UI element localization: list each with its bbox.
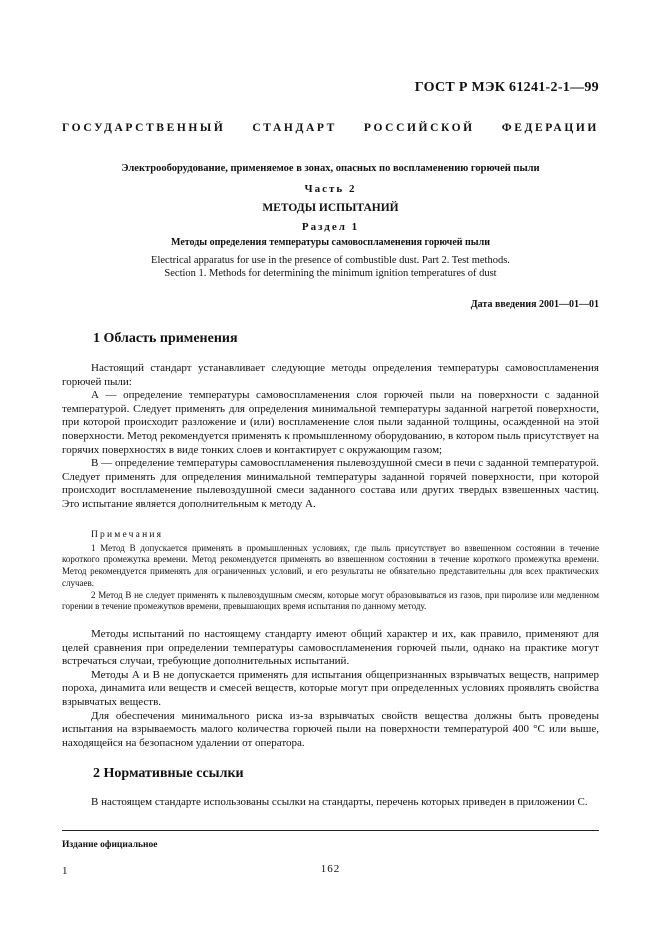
banner-word: ФЕДЕРАЦИИ [501, 122, 599, 134]
paragraph: Методы А и В не допускается применять для испытания общепризнанных взрывчатых веществ, например пороха, динамита или веществ и смесей веществ, которые могут при определенных условиях проявлять свойства взрывчатых веществ. [62, 668, 599, 708]
notes-heading: Примечания [91, 530, 164, 540]
banner-word: ГОСУДАРСТВЕННЫЙ [62, 122, 226, 134]
section2-body [62, 796, 599, 810]
part-title: МЕТОДЫ ИСПЫТАНИЙ [262, 202, 399, 214]
note-item: 2 Метод В не следует применять к пылевоздушным смесям, которые могут образовываться из газов, при пиролизе или медленном горении в течение промежутков времени, превышающих время испытания по данному методу. [62, 589, 599, 612]
state-standard-banner [62, 122, 599, 134]
section1-heading: 1 Область применения [93, 331, 238, 346]
banner-word: РОССИЙСКОЙ [363, 122, 475, 134]
page-number-center: 162 [320, 863, 341, 875]
paragraph: В — определение температуры самовоспламенения пылевоздушной смеси в печи с заданной температурой. Следует применять для определения минимальной температуры заданной горячей поверхности, при которой происходит воспламенение пылевоздушной смеси заданного состава или других твердых взвешенных частиц. Это испытание является дополнительным к методу А. [62, 457, 599, 510]
section-label: Раздел 1 [301, 221, 360, 233]
introduction-date: Дата введения 2001—01—01 [470, 299, 599, 310]
part-label: Часть 2 [304, 183, 357, 195]
footer-divider [62, 830, 599, 831]
page-number-left: 1 [62, 865, 68, 877]
section1-body-continued [62, 628, 599, 750]
section1-body [62, 362, 599, 512]
english-title-line1: Electrical apparatus for use in the presence of combustible dust. Part 2. Test methods. [151, 255, 510, 266]
title-line: Электрооборудование, применяемое в зонах, опасных по воспламенению горючей пыли [121, 163, 540, 174]
paragraph: А — определение температуры самовоспламенения слоя горючей пыли на поверхности с заданной температурой. Следует применять для определения минимальной температуры заданной нагретой поверхности, при которой происходит разложение и (или) воспламенение слоя пыли заданной толщины, осажденной на этой поверхности. Метод рекомендуется применять к промышленному оборудованию, в котором пыль присутствует на горячих поверхностях в виде тонких слоев и контактирует с окружающим газом; [62, 389, 599, 456]
edition-label: Издание официальное [62, 840, 158, 850]
paragraph: Для обеспечения минимального риска из-за взрывчатых свойств вещества должны быть проведены испытания на взрываемость малого количества горючей пыли на поверхности температурой 400 °С или выше, находящейся на безопасном удалении от оператора. [62, 709, 599, 749]
section-title: Методы определения температуры самовоспламенения горючей пыли [171, 237, 490, 248]
paragraph: Методы испытаний по настоящему стандарту имеют общий характер и их, как правило, применяют для целей сравнения при определении температуры самовоспламенения горючей пыли, однако на практике могут встречаться случаи, требующие дополнительных испытаний. [62, 628, 599, 668]
paragraph: В настоящем стандарте использованы ссылки на стандарты, перечень которых приведен в приложении С. [91, 796, 588, 808]
notes-block [62, 530, 599, 613]
english-title-line2: Section 1. Methods for determining the minimum ignition temperatures of dust [164, 268, 497, 279]
note-item: 1 Метод В допускается применять в промышленных условиях, где пыль присутствует во взвешенном состоянии в течение короткого промежутка времени. Метод рекомендуется применять во взвешенном состоянии в течение короткого промежутка времени. Метод рекомендуется применять для ограниченных условий, и его результаты не обязательно представительны для всех практических случаев. [62, 542, 599, 588]
document-code: ГОСТ Р МЭК 61241-2-1—99 [414, 80, 599, 95]
paragraph: Настоящий стандарт устанавливает следующие методы определения температуры самовоспламенения горючей пыли: [62, 362, 599, 388]
banner-word: СТАНДАРТ [252, 122, 337, 134]
section2-heading: 2 Нормативные ссылки [93, 766, 244, 781]
